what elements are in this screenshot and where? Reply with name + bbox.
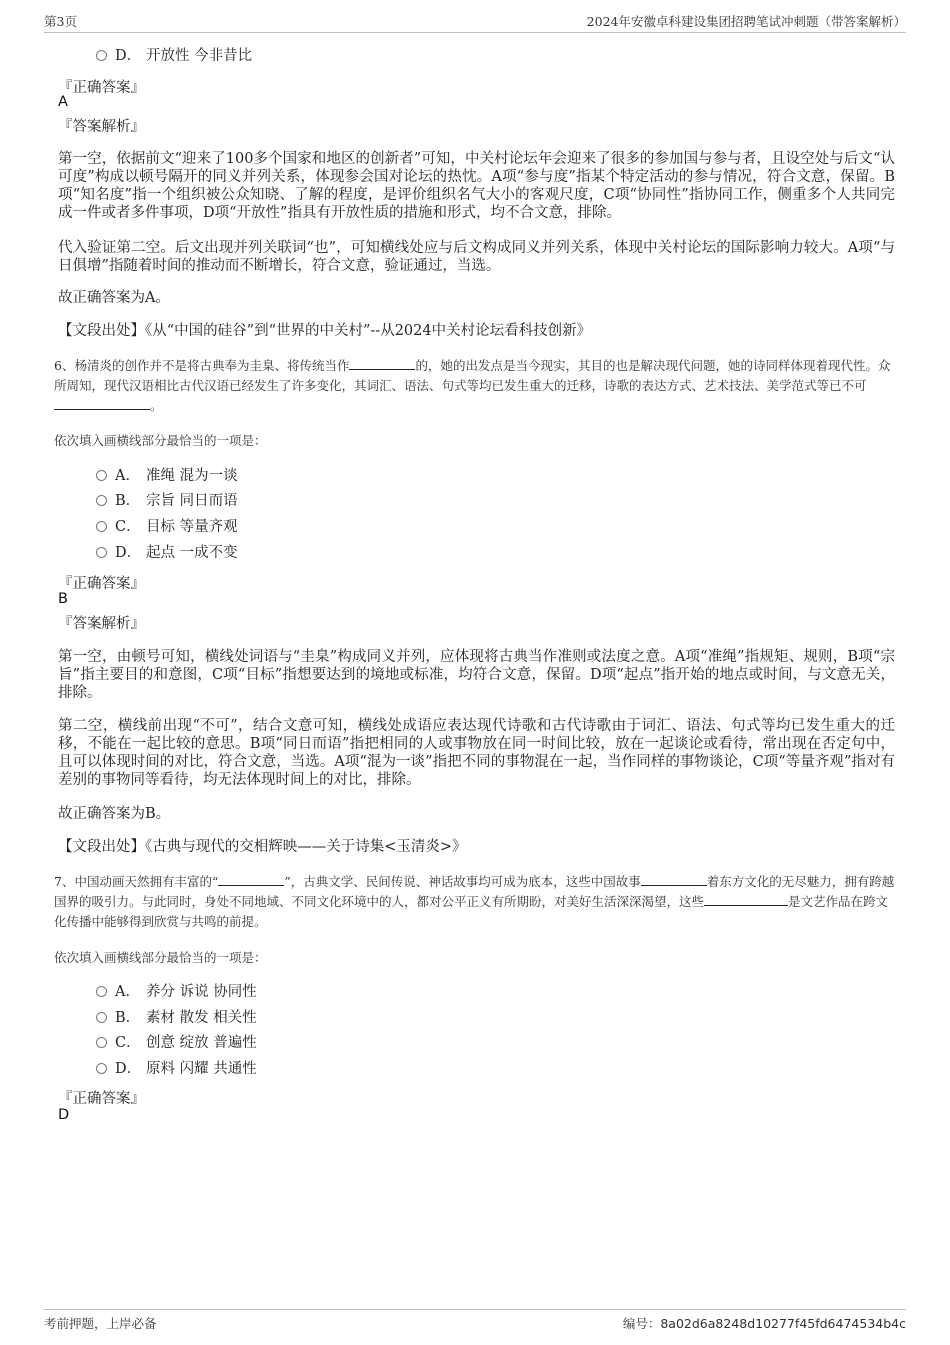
q6-correct-label: 『正确答案』: [58, 576, 145, 592]
q7-option-b[interactable]: B． 素材 散发 相关性: [96, 1007, 257, 1029]
footer-divider: [44, 1309, 906, 1310]
blank-line: [704, 893, 788, 906]
page-number: 第3页: [44, 14, 77, 29]
radio-icon[interactable]: [96, 1063, 107, 1074]
q6-option-d[interactable]: D． 起点 一成不变: [96, 542, 238, 564]
blank-line: [349, 357, 415, 370]
radio-icon[interactable]: [96, 521, 107, 532]
q6-answer: B: [58, 591, 68, 607]
q7-option-d[interactable]: D． 原料 闪耀 共通性: [96, 1058, 257, 1080]
radio-icon[interactable]: [96, 495, 107, 506]
blank-line: [218, 873, 284, 886]
q5-correct-label: 『正确答案』: [58, 80, 145, 96]
q6-analysis-p3: 故正确答案为B。: [58, 806, 171, 822]
page-header: [44, 12, 906, 30]
q5-analysis-p2: 代入验证第二空。后文出现并列关联词“也”，可知横线处应与后文构成同义并列关系，体现中关村论坛的国际影响力较大。A项“与日俱增”指随着时间的推动而不断增长，符合文意，验证通过，当选。: [58, 240, 895, 274]
code-value: 8a02d6a8248d10277f45fd6474534b4c: [660, 1316, 906, 1331]
radio-icon[interactable]: [96, 1037, 107, 1048]
q5-source: 【文段出处】《从“中国的硅谷”到“世界的中关村”--从2024中关村论坛看科技创新》: [58, 323, 592, 339]
q7-correct-label: 『正确答案』: [58, 1091, 145, 1107]
q6-analysis-label: 『答案解析』: [58, 616, 145, 632]
q5-analysis-label: 『答案解析』: [58, 119, 145, 135]
blank-line: [641, 873, 707, 886]
q6-option-b[interactable]: B． 宗旨 同日而语: [96, 490, 238, 512]
q6-option-c[interactable]: C． 目标 等量齐观: [96, 516, 238, 538]
document-code: [623, 1314, 906, 1332]
header-divider: [44, 32, 906, 33]
q6-stem: 6、杨清炎的创作并不是将古典奉为圭臬、将传统当作 的，她的出发点是当今现实，其目的也是解决现代问题，她的诗同样体现着现代性。众所周知，现代汉语相比古代汉语已经发生了许多变化，其词汇、语法、句式等均已发生重大的迁移，诗歌的表达方式、艺术技法、美学范式等已不可。: [54, 358, 891, 413]
q5-analysis-p3: 故正确答案为A。: [58, 290, 170, 306]
q5-analysis-p1: 第一空，依据前文“迎来了100多个国家和地区的创新者”可知，中关村论坛年会迎来了很多的参加国与参与者，且设空处与后文“认可度”构成以顿号隔开的同义并列关系，体现参会国对论坛的热忱。A项“参与度”指某个特定活动的参与情况，符合文意，保留。B项“知名度”指一个组织被公众知晓、了解的程度，是评价组织名气大小的客观尺度，C项“协同性”指协同工作，侧重多个人共同完成一件或者多件事项，D项“开放性”指具有开放性质的措施和形式，均不合文意，排除。: [58, 151, 895, 221]
radio-icon[interactable]: [96, 547, 107, 558]
q7-option-c[interactable]: C． 创意 绽放 普遍性: [96, 1032, 257, 1054]
code-label: 编号：: [622, 1316, 661, 1331]
radio-icon[interactable]: [96, 470, 107, 481]
q7-answer: D: [58, 1107, 70, 1123]
q5-answer: A: [58, 94, 68, 110]
q7-option-a[interactable]: A． 养分 诉说 协同性: [96, 981, 257, 1003]
q6-instruction: 依次填入画横线部分最恰当的一项是：: [54, 433, 267, 448]
page-footer: [44, 1314, 906, 1332]
radio-icon[interactable]: [96, 1012, 107, 1023]
blank-line: [54, 397, 150, 410]
q7-stem: 7、中国动画天然拥有丰富的“ ”，古典文学、民间传说、神话故事均可成为底本，这些中国故事 着东方文化的无尽魅力，拥有跨越国界的吸引力。与此同时，身处不同地域、不同文化环境中的人，都对公平正义有所期盼，对美好生活深深渴望，这些 是文艺作品在跨文化传播中能够得到欣赏与共鸣的前提。: [54, 874, 895, 929]
footer-slogan: 考前押题，上岸必备: [44, 1316, 157, 1331]
q6-analysis-p1: 第一空，由顿号可知，横线处词语与“圭臬”构成同义并列，应体现将古典当作准则或法度之意。A项“准绳”指规矩、规则，B项“宗旨”指主要目的和意图，C项“目标”指想要达到的境地或标准，均符合文意，保留。D项“起点”指开始的地点或时间，与文意无关，排除。: [58, 649, 895, 701]
radio-icon[interactable]: [96, 50, 107, 61]
radio-icon[interactable]: [96, 986, 107, 997]
q5-option-d[interactable]: D． 开放性 今非昔比: [96, 45, 252, 67]
document-title: 2024年安徽卓科建设集团招聘笔试冲刺题（带答案解析）: [586, 14, 906, 29]
q6-option-a[interactable]: A． 准绳 混为一谈: [96, 465, 238, 487]
q6-source: 【文段出处】《古典与现代的交相辉映——关于诗集<玉清炎>》: [58, 839, 467, 855]
q6-analysis-p2: 第二空，横线前出现“不可”，结合文意可知，横线处成语应表达现代诗歌和古代诗歌由于词汇、语法、句式等均已发生重大的迁移，不能在一起比较的意思。B项“同日而语”指把相同的人或事物放在同一时间比较，放在一起谈论或看待，常出现在否定句中，且可以体现时间的对比，符合文意，当选。A项“混为一谈”指把不同的事物混在一起，当作同样的事物谈论，C项“等量齐观”指对有差别的事物同等看待，均无法体现时间上的对比，排除。: [58, 718, 895, 788]
q7-instruction: 依次填入画横线部分最恰当的一项是：: [54, 950, 267, 965]
